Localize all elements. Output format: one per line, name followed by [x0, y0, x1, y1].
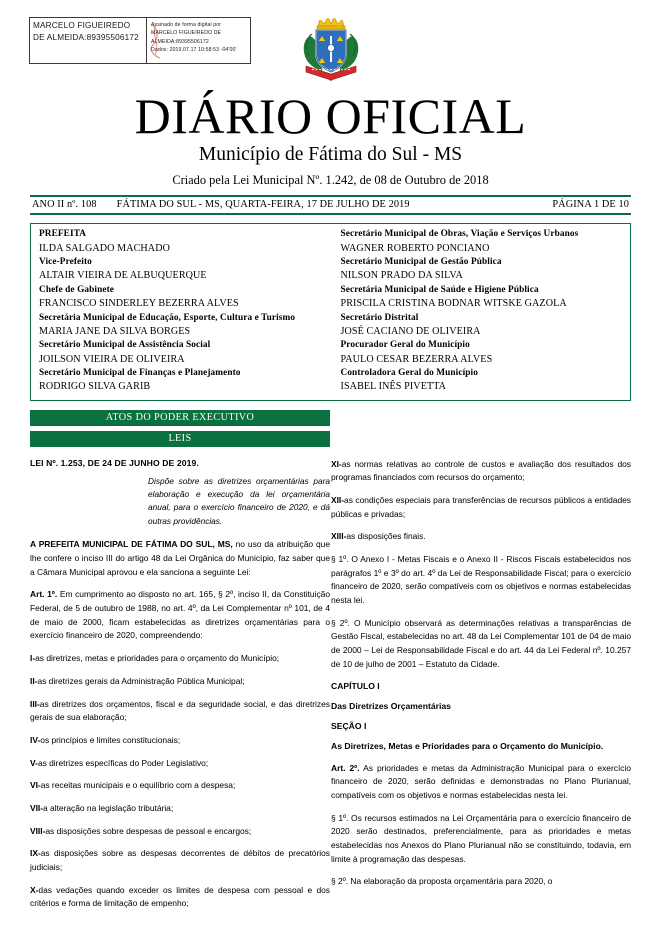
official-name: MARIA JANE DA SILVA BORGES: [39, 325, 191, 337]
inciso-number: VIII-: [30, 825, 46, 836]
body-columns: [30, 458, 631, 921]
official-name: NILSON PRADO DA SILVA: [340, 270, 463, 282]
official-role: Secretário Municipal de Assistência Social: [39, 340, 211, 351]
inciso-item: [30, 802, 330, 816]
signature-detail-line-2: MARCELO FIGUEIREDO DE: [151, 30, 222, 37]
inciso-item: [331, 494, 631, 521]
officials-column-right: [331, 228, 631, 394]
chapter-name: Das Diretrizes Orçamentárias: [331, 700, 451, 711]
inciso-number: XI-: [331, 458, 342, 469]
inciso-item: [30, 734, 330, 748]
law-preamble: [30, 538, 330, 579]
edition-place-date: FÁTIMA DO SUL - MS, QUARTA-FEIRA, 17 DE JULHO DE 2019: [116, 199, 410, 211]
section-heading: SEÇÃO I: [331, 720, 367, 731]
inciso-item: [30, 884, 330, 911]
law-ementa: Dispõe sobre as diretrizes orçamentárias para elaboração e execução da lei orçamentária anual, para o exercício financeiro de 2020, e dá outras providências.: [148, 475, 330, 526]
inciso-text: os princípios e limites constitucionais;: [40, 734, 181, 745]
inciso-number: XII-: [331, 494, 345, 505]
officials-column-left: [31, 228, 331, 394]
section-banner-leis: LEIS: [30, 431, 330, 447]
masthead-subtitle: Município de Fátima do Sul - MS: [198, 144, 463, 165]
inciso-number: IX-: [30, 848, 41, 859]
official-role: Secretária Municipal de Saúde e Higiene Pública: [340, 284, 539, 295]
inciso-text: as diretrizes gerais da Administração Pública Municipal;: [37, 675, 245, 686]
signature-detail-line-4: Dados: 2019.07.17 10:58:53 -04'00': [151, 47, 237, 54]
inciso-item: [30, 757, 330, 771]
official-name: ILDA SALGADO MACHADO: [39, 242, 170, 254]
official-name: ISABEL INÊS PIVETTA: [340, 381, 447, 393]
digital-signature-stamp: [29, 17, 251, 64]
paragraph-1-article-2: § 1º. Os recursos estimados na Lei Orçamentária para o exercício financeiro de 2020 serão destinados, preferencialmente, para as prioridades e metas estabelecidas nos Anexos do Plano Plurianual não se constituindo, todavia, em limite à programação das despesas.: [331, 812, 631, 864]
inciso-number: VII-: [30, 802, 44, 813]
body-column-left: [30, 458, 330, 921]
official-name: PAULO CESAR BEZERRA ALVES: [340, 353, 493, 365]
official-role: Secretária Municipal de Educação, Esporte, Cultura e Turismo: [39, 312, 296, 323]
inciso-number: III-: [30, 698, 40, 709]
officials-box: [30, 223, 631, 400]
official-role: Secretário Distrital: [340, 312, 419, 323]
article-1-text: Em cumprimento ao disposto no art. 165, § 2º, inciso II, da Constituição Federal, de 5 de outubro de 1988, no art. 4º, da Lei Complementar nº 101, de 4 de maio de 2000, ficam estabelecidas as diretrizes orçamentárias para o exercício financeiro de 2020, compreendendo:: [30, 589, 330, 641]
official-name: ALTAIR VIEIRA DE ALBUQUERQUE: [39, 270, 207, 282]
page-title: DIÁRIO OFICIAL: [134, 88, 527, 144]
inciso-number: VI-: [30, 780, 41, 791]
section-banner-atos-poder-executivo: ATOS DO PODER EXECUTIVO: [30, 410, 330, 426]
official-role: Secretário Municipal de Finanças e Planejamento: [39, 367, 241, 378]
masthead-creation-law: Criado pela Lei Municipal Nº. 1.242, de 08 de Outubro de 2018: [172, 173, 489, 188]
official-name: FRANCISCO SINDERLEY BEZERRA ALVES: [39, 298, 239, 310]
inciso-number: II-: [30, 675, 38, 686]
inciso-number: IV-: [30, 734, 41, 745]
body-column-right: [331, 458, 631, 921]
official-role: Controladora Geral do Município: [340, 367, 478, 378]
edition-info-bar: [30, 195, 631, 215]
inciso-item: [331, 458, 631, 485]
signature-detail-line-1: Assinado de forma digital por: [151, 22, 222, 28]
inciso-text: das vedações quando exceder os limites de despesa com pessoal e dos critérios e forma de limitação de empenho;: [30, 884, 330, 909]
inciso-text: a alteração na legislação tributária;: [43, 802, 174, 813]
article-1-label: Art. 1º.: [30, 589, 58, 600]
inciso-item: [30, 675, 330, 689]
official-role: PREFEITA: [39, 229, 87, 240]
official-role: Chefe de Gabinete: [39, 284, 115, 295]
inciso-item: [30, 847, 330, 874]
official-role: Procurador Geral do Município: [340, 340, 470, 351]
inciso-text: as diretrizes específicas do Poder Legislativo;: [37, 757, 209, 768]
inciso-number: I-: [30, 653, 36, 664]
paragraph-1-article-1: § 1º. O Anexo I - Metas Fiscais e o Anexo II - Riscos Fiscais estabelecidos nos parágrafos 1º e 3º do art. 4º da Lei de Responsabilidade Fiscal; para o exercício financeiro de 2020, serão compatíveis com os objetivos e normas estabelecidas nesta lei.: [331, 554, 631, 606]
inciso-item: [30, 652, 330, 666]
inciso-text: as condições especiais para transferências de recursos públicos a entidades públicas e privadas;: [331, 494, 631, 519]
signature-details: [147, 18, 250, 63]
inciso-text: as disposições sobre as despesas decorrentes de débitos de precatórios judiciais;: [30, 848, 330, 873]
inciso-number: V-: [30, 757, 38, 768]
paragraph-2-article-2: § 2º. Na elaboração da proposta orçamentária para 2020, o: [331, 876, 553, 887]
paragraph-2-article-1: § 2º. O Município observará as determinações relativas a transparências de Gestão Fiscal, estabelecidas no art. 48 da Lei Complementar 101 de 04 de maio de 2000 – Lei de Responsabilidade Fiscal e do art. 44 da Lei Federal nº. 10.257 de 10 de julho de 2001 – Estatuto da Cidade.: [331, 617, 631, 669]
official-name: RODRIGO SILVA GARIB: [39, 381, 151, 393]
inciso-text: as normas relativas ao controle de custos e avaliação dos resultados dos programas financiados com recursos do orçamento;: [331, 458, 631, 483]
article-2-text: As prioridades e metas da Administração Municipal para o exercício financeiro de 2020, serão definidas e demonstradas no Plano Plurianual, compatíveis com os objetivos e normas estabelecidas nesta lei.: [331, 762, 631, 800]
inciso-text: as diretrizes dos orçamentos, fiscal e da seguridade social, e das diretrizes gerais de sua elaboração;: [30, 698, 330, 723]
page-indicator: PÁGINA 1 DE 10: [552, 199, 629, 211]
chapter-heading: CAPÍTULO I: [331, 680, 380, 691]
inciso-number: X-: [30, 884, 39, 895]
article-1: [30, 588, 330, 643]
official-name: PRISCILA CRISTINA BODNAR WITSKE GAZOLA: [340, 298, 567, 310]
article-2-label: Art. 2º.: [331, 762, 360, 773]
official-name: JOSÉ CACIANO DE OLIVEIRA: [340, 325, 481, 337]
section-name: As Diretrizes, Metas e Prioridades para o Orçamento do Município.: [331, 740, 604, 751]
signature-detail-line-3: ALMEIDA:89395506172: [151, 38, 209, 45]
inciso-item: [30, 825, 330, 839]
inciso-item: [331, 530, 631, 544]
official-role: Secretário Municipal de Gestão Pública: [340, 257, 502, 268]
inciso-text: as receitas municipais e o equilíbrio com a despesa;: [40, 780, 236, 791]
edition-year-number: ANO II nº. 108: [32, 199, 97, 211]
inciso-number: XIII-: [331, 531, 347, 542]
inciso-text: as disposições sobre despesas de pessoal e encargos;: [45, 825, 252, 836]
coat-of-arms-icon: [300, 14, 362, 88]
inciso-item: [30, 779, 330, 793]
preamble-rest: no uso da atribuição que lhe confere o inciso III do artigo 48 da Lei Orgânica do Município, faz saber que a Câmara Municipal aprovou e ela sanciona a seguinte Lei:: [30, 539, 330, 577]
law-title: LEI Nº. 1.253, DE 24 DE JUNHO DE 2019.: [30, 457, 199, 468]
official-role: Secretário Municipal de Obras, Viação e Serviços Urbanos: [340, 229, 579, 240]
signature-signer-name: MARCELO FIGUEIREDO DE ALMEIDA:89395506172: [33, 21, 139, 42]
inciso-text: as disposições finais.: [346, 531, 426, 542]
official-role: Vice-Prefeito: [39, 257, 92, 268]
article-2: [331, 762, 631, 803]
inciso-item: [30, 698, 330, 725]
preamble-bold-lead: A PREFEITA MUNICIPAL DE FÁTIMA DO SUL, MS,: [30, 539, 233, 550]
inciso-text: as diretrizes, metas e prioridades para o orçamento do Município;: [35, 653, 280, 664]
official-name: WAGNER ROBERTO PONCIANO: [340, 242, 490, 254]
official-name: JOILSON VIEIRA DE OLIVEIRA: [39, 353, 185, 365]
